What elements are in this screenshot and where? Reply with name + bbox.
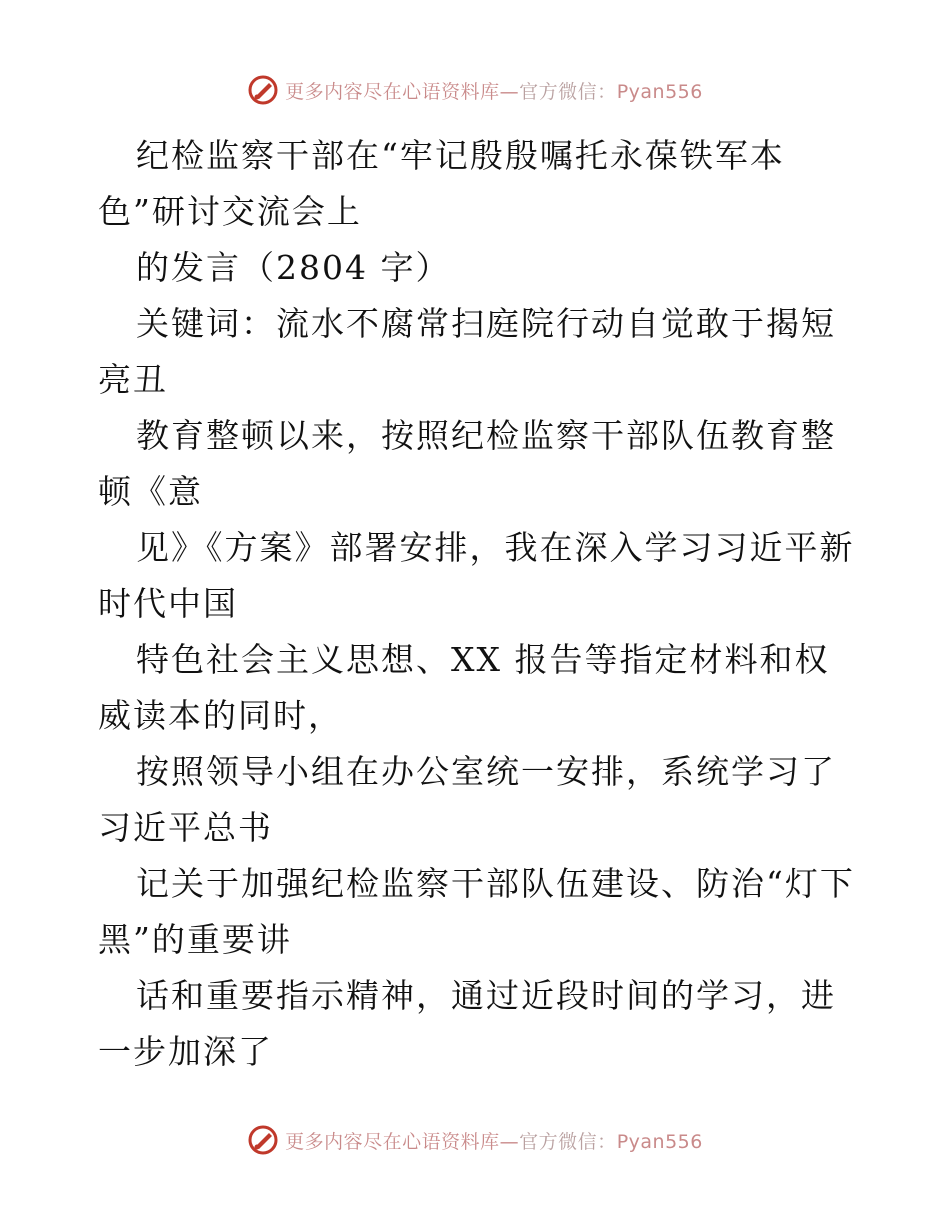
watermark-wechat-label: 官方微信： <box>519 1130 617 1153</box>
watermark-wechat-id: Pyan556 <box>616 80 703 103</box>
watermark-separator: — <box>499 1130 520 1153</box>
doc-line-6: 见》《方案》部署安排，我在深入学习习近平新时代中国 <box>98 528 855 623</box>
doc-line-9: 记关于加强纪检监察干部队伍建设、防治“灯下黑”的重要讲 <box>98 864 855 959</box>
watermark-banner-top <box>0 70 950 110</box>
watermark-wechat-label: 官方微信： <box>519 80 617 103</box>
doc-line-7: 特色社会主义思想、XX 报告等指定材料和权威读本的同时， <box>98 640 830 735</box>
doc-line-2: 色”研讨交流会上 <box>98 192 362 231</box>
doc-line-5: 教育整顿以来，按照纪检监察干部队伍教育整顿《意 <box>98 416 836 511</box>
doc-line-4: 关键词：流水不腐常扫庭院行动自觉敢于揭短亮丑 <box>98 304 836 399</box>
watermark-wechat-id: Pyan556 <box>616 1130 703 1153</box>
watermark-main-text: 更多内容尽在心语资料库 <box>285 80 500 103</box>
doc-line-3: 的发言（2804 字） <box>136 248 451 287</box>
doc-line-10: 话和重要指示精神，通过近段时间的学习，进一步加深了 <box>98 976 836 1071</box>
logo-icon <box>247 74 279 106</box>
doc-line-8: 按照领导小组在办公室统一安排，系统学习了习近平总书 <box>98 752 836 847</box>
document-body <box>98 128 858 1080</box>
watermark-banner-bottom <box>0 1120 950 1160</box>
watermark-main-text: 更多内容尽在心语资料库 <box>285 1130 500 1153</box>
logo-icon <box>247 1124 279 1156</box>
doc-line-1: 纪检监察干部在“牢记殷殷嘱托永葆铁军本 <box>136 136 785 175</box>
watermark-separator: — <box>499 80 520 103</box>
